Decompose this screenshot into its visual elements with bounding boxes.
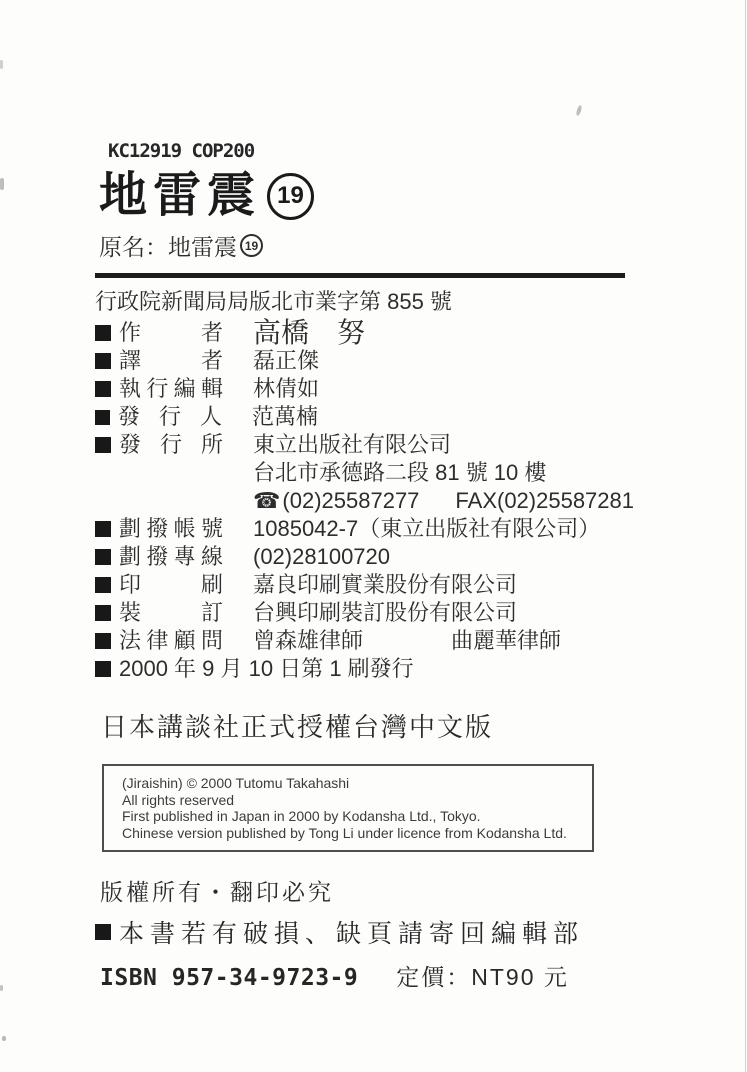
table-row [95, 599, 680, 627]
publisher-address-row [95, 459, 680, 487]
copyright-notice: 版權所有・翻印必究 [100, 879, 334, 905]
row-value-secondary: 曲麗華律師 [451, 628, 562, 653]
bullet-square-icon [95, 353, 111, 369]
table-row [95, 347, 680, 375]
edition-date: 2000 年 9 月 10 日第 1 刷發行 [119, 656, 414, 681]
table-row [95, 403, 680, 431]
bullet-square-icon [95, 924, 111, 940]
row-label: 劃撥帳號 [119, 516, 223, 541]
bullet-square-icon [95, 521, 111, 537]
taiwan-license-line: 日本講談社正式授權台灣中文版 [101, 712, 494, 742]
table-row [95, 627, 680, 655]
scan-artifact [2, 1036, 6, 1041]
table-row [95, 543, 680, 571]
row-value: 曾森雄律師 [253, 628, 364, 653]
phone-number: (02)25587277 [282, 488, 420, 513]
isbn-price-row [100, 959, 680, 992]
print-code: KC12919 COP200 [108, 140, 255, 162]
row-label: 發行人 [118, 404, 222, 429]
bullet-square-icon [95, 410, 110, 425]
circled-19-badge: 19 [267, 173, 314, 220]
row-label: 發行所 [119, 432, 223, 457]
row-value: 林倩如 [253, 376, 320, 401]
registration-line: 行政院新聞局局版北市業字第 855 號 [95, 289, 452, 314]
bullet-square-icon [95, 633, 111, 649]
table-row [95, 375, 680, 403]
row-value: 台興印刷裝訂股份有限公司 [253, 600, 518, 625]
bullet-square-icon [95, 661, 111, 677]
book-title [99, 170, 680, 222]
bullet-square-icon [95, 605, 111, 621]
fax-number: FAX(02)25587281 [455, 488, 634, 513]
row-label: 執行編輯 [119, 376, 223, 401]
divider-rule [95, 273, 625, 278]
copyright-box-line: Chinese version published by Tong Li under licence from Kodansha Ltd. [122, 824, 567, 841]
original-title [99, 229, 680, 262]
row-value: 磊正傑 [253, 348, 320, 373]
row-label: 法律顧問 [119, 628, 223, 653]
colophon-table [95, 319, 680, 683]
bullet-square-icon [95, 437, 111, 453]
copyright-box-line: First published in Japan in 2000 by Kodansha Ltd., Tokyo. [122, 808, 481, 824]
row-label: 作者 [119, 320, 223, 345]
colophon-page [95, 0, 680, 992]
bullet-square-icon [95, 325, 111, 341]
table-row [95, 571, 680, 599]
table-row [95, 431, 680, 459]
row-value: 1085042-7（東立出版社有限公司） [253, 516, 601, 541]
row-value: 范萬楠 [252, 404, 319, 429]
original-title-text: 原名：地雷震 [99, 234, 237, 260]
row-value: 高橋 努 [253, 317, 366, 348]
row-value: 東立出版社有限公司 [253, 432, 452, 457]
price: 定價：NT90 元 [396, 964, 569, 990]
publisher-address: 台北市承德路二段 81 號 10 樓 [253, 460, 547, 485]
book-title-text: 地雷震 [99, 169, 262, 222]
bullet-square-icon [95, 549, 111, 565]
scan-edge-artifact [745, 0, 746, 1072]
scan-artifact [0, 178, 4, 190]
return-notice: 本書若有破損、缺頁請寄回編輯部 [119, 920, 585, 948]
row-label: 印刷 [119, 572, 223, 597]
scan-artifact [0, 985, 3, 991]
publisher-phone-row [95, 487, 680, 515]
isbn-number: ISBN 957-34-9723-9 [100, 965, 359, 991]
copyright-box-line: All rights reserved [122, 791, 235, 808]
row-value: 嘉良印刷實業股份有限公司 [253, 572, 518, 597]
bullet-square-icon [95, 577, 111, 593]
row-value: (02)28100720 [253, 544, 391, 569]
table-row [95, 319, 680, 347]
circled-19-badge-small: 19 [240, 234, 263, 257]
edition-date-row [95, 655, 680, 683]
scan-artifact [0, 60, 3, 69]
return-notice-row [95, 914, 680, 950]
row-label: 劃撥專線 [119, 544, 223, 569]
copyright-box-line: (Jiraishin) © 2000 Tutomu Takahashi [122, 775, 350, 791]
row-label: 裝訂 [119, 600, 223, 625]
copyright-box [102, 764, 594, 852]
row-label: 譯者 [119, 348, 223, 373]
telephone-icon: ☎ [253, 488, 281, 513]
table-row [95, 515, 680, 543]
bullet-square-icon [95, 381, 111, 397]
